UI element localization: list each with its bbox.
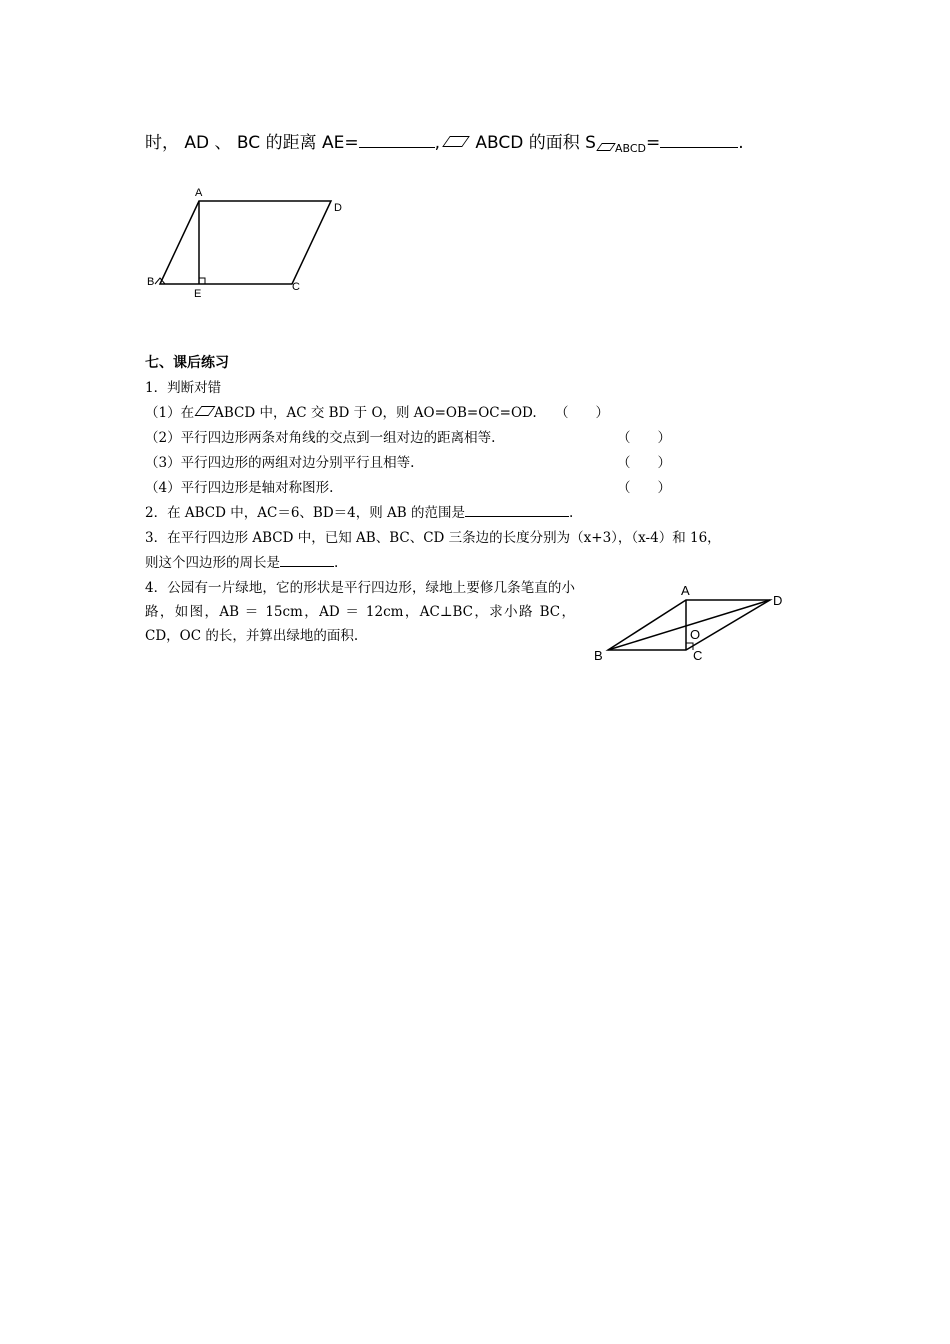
top-end: . [738, 133, 744, 153]
parallelogram-icon [442, 136, 470, 147]
q3-line2-text: 则这个四边形的周长是 [145, 555, 280, 571]
parallelogram-icon [596, 143, 616, 151]
top-eq: = [646, 133, 661, 153]
ae-blank [359, 133, 435, 148]
label-c: C [292, 281, 300, 293]
top-mid: ABCD 的面积 S [470, 133, 596, 153]
label-a: A [195, 187, 203, 199]
label-e: E [194, 288, 202, 300]
q1-item-2-paren: （ ） [617, 430, 671, 446]
area-blank [660, 133, 738, 148]
parallelogram-icon [195, 406, 216, 416]
right-angle-mark [199, 278, 205, 284]
q1-item-1-text: ABCD 中，AC 交 BD 于 O，则 AO=OB=OC=OD. [214, 405, 537, 421]
q3-line1: 3．在平行四边形 ABCD 中，已知 AB、BC、CD 三条边的长度分别为（x+3），（x-4）和 16， [145, 530, 721, 546]
label-b: B [594, 648, 603, 663]
label-d: D [773, 593, 783, 608]
q1-item-1 [145, 401, 537, 421]
parallelogram-figure-2 [590, 582, 795, 667]
q1-title: 1．判断对错 [145, 380, 222, 396]
q1-item-1-paren: （ ） [555, 405, 609, 421]
top-question-line [145, 128, 744, 155]
section-title: 七、课后练习 [145, 355, 229, 371]
q3-line2 [145, 551, 338, 571]
q1-item-3-paren: （ ） [617, 455, 671, 471]
q1-item-1-pre: （1）在 [145, 405, 195, 421]
q1-item-2: （2）平行四边形两条对角线的交点到一组对边的距离相等. [145, 430, 496, 446]
q3-blank [280, 554, 334, 567]
q1-item-4-paren: （ ） [617, 480, 671, 496]
top-sub: ABCD [614, 142, 646, 155]
q2-text: 2．在 ABCD 中，AC＝6、BD＝4，则 AB 的范围是 [145, 505, 465, 521]
label-b: B [147, 276, 155, 288]
label-c: C [693, 648, 703, 663]
q1-item-3: （3）平行四边形的两组对边分别平行且相等. [145, 455, 415, 471]
q1-item-4: （4）平行四边形是轴对称图形. [145, 480, 334, 496]
parallelogram-figure-1 [140, 180, 360, 305]
label-a: A [681, 583, 690, 598]
top-sep: , [434, 133, 440, 153]
top-prefix: 时， AD 、 BC 的距离 AE= [145, 133, 359, 153]
q3-end: . [334, 555, 339, 571]
q2 [145, 501, 573, 521]
q2-end: . [569, 505, 574, 521]
q4-text: 4．公园有一片绿地，它的形状是平行四边形，绿地上要修几条笔直的小路，如图，AB ＝ 15cm，AD ＝ 12cm，AC⊥BC，求小路 BC，CD，OC 的长，并算出绿地的面积. [145, 580, 575, 644]
label-o: O [690, 627, 701, 642]
parallelogram-abcd [160, 201, 331, 284]
q2-blank [465, 504, 569, 517]
label-d: D [334, 202, 342, 214]
